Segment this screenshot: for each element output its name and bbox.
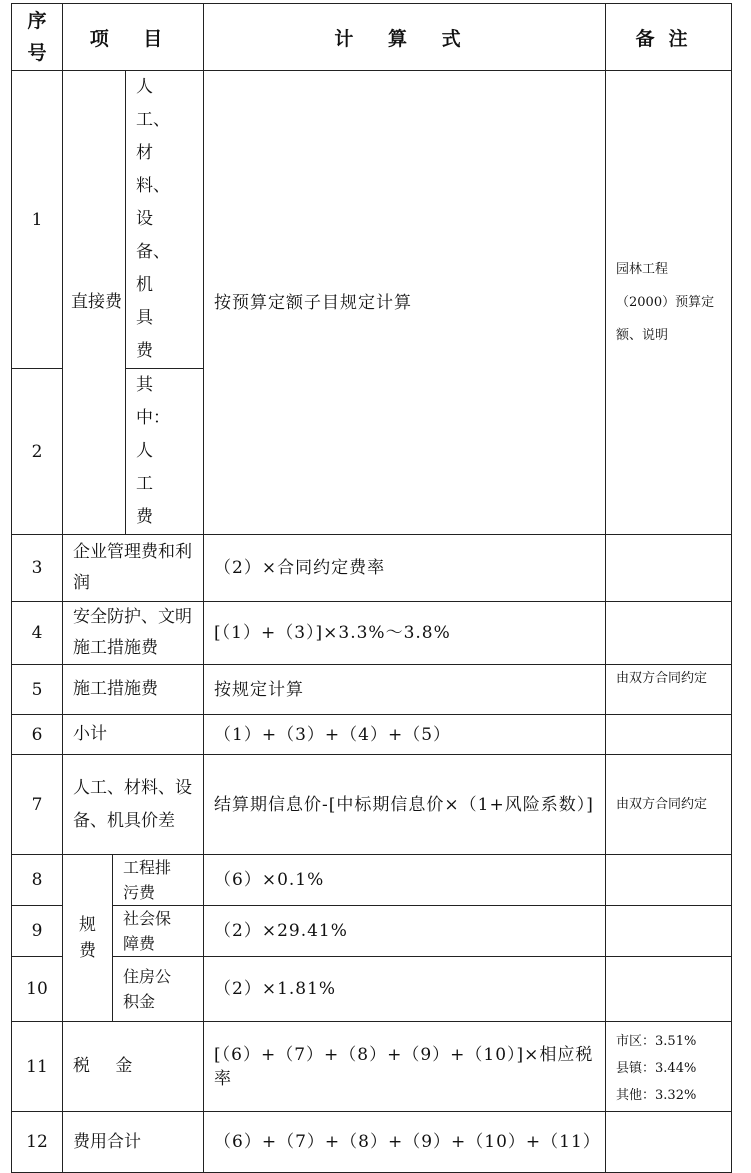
- note-line: 园林工程: [616, 262, 669, 277]
- table-row: [12, 755, 732, 855]
- row-number: 4: [12, 602, 63, 665]
- note: [606, 855, 732, 906]
- note-tax-rates: [606, 1022, 732, 1112]
- table-row: [12, 665, 732, 715]
- header-note: 备注: [606, 4, 732, 71]
- item-label: 安全防护、文明施工措施费: [63, 602, 204, 665]
- direct-cost-label: 直接费: [63, 71, 126, 535]
- formula-direct: 按预算定额子目规定计算: [204, 71, 606, 535]
- fees-label: 规费: [63, 855, 113, 1022]
- table-row: [12, 602, 732, 665]
- row-number: 2: [12, 369, 63, 535]
- formula: （2）×1.81%: [204, 957, 606, 1022]
- header-seq: 序号: [12, 4, 63, 71]
- formula: （2）×29.41%: [204, 906, 606, 957]
- note: [606, 1112, 732, 1173]
- table-row: [12, 1112, 732, 1173]
- sub-item-label: 社会保障费: [113, 906, 204, 957]
- row-number: 6: [12, 715, 63, 755]
- table-row: [12, 957, 732, 1022]
- note-line: 其他：3.32%: [616, 1088, 697, 1103]
- fee-table: [11, 3, 732, 1173]
- note-line: （2000）预算定: [616, 295, 715, 310]
- row-number: 10: [12, 957, 63, 1022]
- item-label: 企业管理费和利润: [63, 535, 204, 602]
- note: [606, 715, 732, 755]
- header-row: [12, 4, 732, 71]
- note-line: 市区：3.51%: [616, 1034, 697, 1049]
- formula: （1）+（3）+（4）+（5）: [204, 715, 606, 755]
- item-label: 人工、材料、设备、机具价差: [63, 755, 204, 855]
- header-formula: 计 算 式: [204, 4, 606, 71]
- note-line: 县镇：3.44%: [616, 1061, 697, 1076]
- sub-item-label: 住房公积金: [113, 957, 204, 1022]
- note: 由双方合同约定: [606, 755, 732, 855]
- row-number: 11: [12, 1022, 63, 1112]
- table-row: [12, 535, 732, 602]
- formula: [（1）+（3）]×3.3%～3.8%: [204, 602, 606, 665]
- table-row: [12, 855, 732, 906]
- table-row: [12, 71, 732, 369]
- formula: （6）+（7）+（8）+（9）+（10）+（11）: [204, 1112, 606, 1173]
- item-label: 小计: [63, 715, 204, 755]
- formula: （2）×合同约定费率: [204, 535, 606, 602]
- sub-item-label: 工程排污费: [113, 855, 204, 906]
- row-number: 8: [12, 855, 63, 906]
- row-number: 7: [12, 755, 63, 855]
- table-row: [12, 715, 732, 755]
- header-item: 项 目: [63, 4, 204, 71]
- note: [606, 957, 732, 1022]
- formula: [（6）+（7）+（8）+（9）+（10）]×相应税率: [204, 1022, 606, 1112]
- row-number: 1: [12, 71, 63, 369]
- table-row: [12, 906, 732, 957]
- row-number: 9: [12, 906, 63, 957]
- note: 由双方合同约定: [606, 665, 732, 715]
- item-label: 税 金: [63, 1022, 204, 1112]
- formula: 按规定计算: [204, 665, 606, 715]
- table-row: [12, 1022, 732, 1112]
- formula: 结算期信息价-[中标期信息价×（1+风险系数）]: [204, 755, 606, 855]
- row-number: 12: [12, 1112, 63, 1173]
- row-number: 3: [12, 535, 63, 602]
- row-number: 5: [12, 665, 63, 715]
- note: [606, 602, 732, 665]
- note-line: 额、说明: [616, 328, 669, 343]
- item-label: 费用合计: [63, 1112, 204, 1173]
- item-label: 施工措施费: [63, 665, 204, 715]
- note-direct: [606, 71, 732, 535]
- note: [606, 906, 732, 957]
- sub-item-material: 人工、材料、设备、机具费: [126, 71, 204, 369]
- sub-item-labor: 其中：人工费: [126, 369, 204, 535]
- formula: （6）×0.1%: [204, 855, 606, 906]
- note: [606, 535, 732, 602]
